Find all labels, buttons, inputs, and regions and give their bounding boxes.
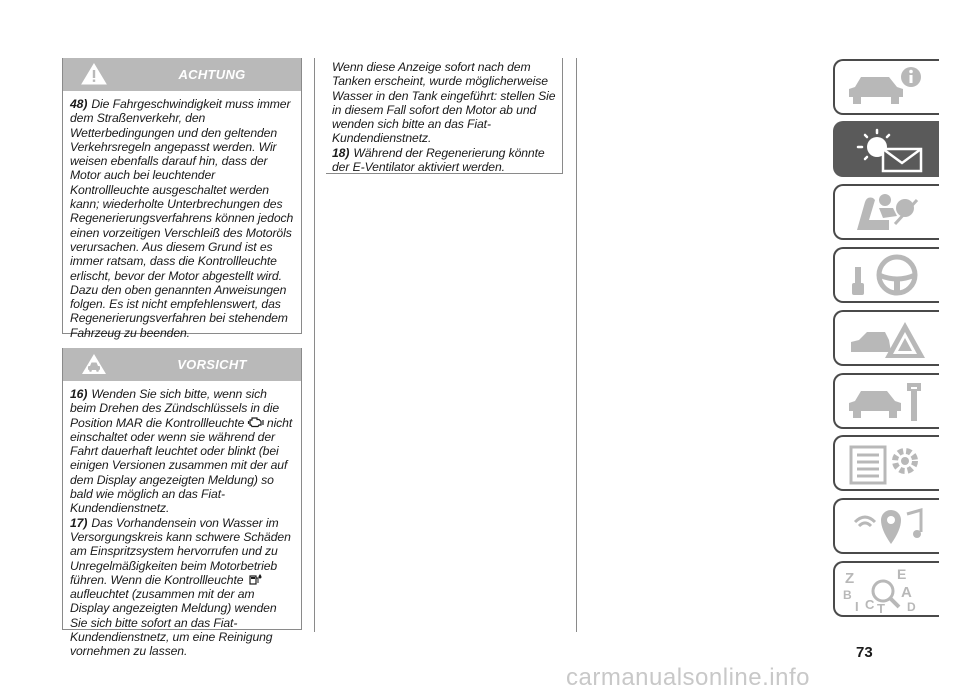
car-info-icon: [845, 65, 929, 111]
note-18: [332, 146, 556, 175]
page-number: 73: [856, 644, 873, 661]
continued-text: Wenn diese Anzeige sofort nach dem Tanken erscheint, wurde möglicherweise Wasser in den Tank eingeführt: stellen Sie in diesem Fall sofort den Motor ab und wenden sich bitte an das Fiat-Kundendienstnetz.: [332, 60, 556, 146]
chapter-tab-emergency[interactable]: [833, 310, 939, 366]
multimedia-nav-icon: [845, 504, 929, 550]
chapter-tab-safety[interactable]: [833, 184, 939, 240]
caution-box-header: [63, 348, 301, 381]
index-letter-d: D: [907, 600, 916, 614]
note-17: [70, 516, 295, 659]
index-letter-i: I: [855, 599, 859, 614]
warning-box: [62, 58, 302, 340]
note-18-number: 18): [332, 145, 350, 160]
index-letter-t: T: [877, 601, 885, 616]
index-letter-b: B: [843, 588, 852, 602]
note-16: [70, 387, 295, 516]
continued-caution-box: [326, 58, 563, 174]
note-17-number: 17): [70, 515, 88, 530]
note-48-number: 48): [70, 97, 88, 111]
alphabet-index-icon: [843, 566, 929, 616]
chapter-tab-maintenance[interactable]: [833, 373, 939, 429]
chapter-tab-multimedia[interactable]: [833, 498, 939, 554]
water-in-fuel-icon: [247, 573, 263, 585]
chapter-tab-index[interactable]: [833, 561, 939, 617]
key-steering-wheel-icon: [845, 253, 929, 299]
chapter-tab-technical-data[interactable]: [833, 435, 939, 491]
note-48: [70, 97, 295, 340]
caution-box: [62, 348, 302, 659]
car-wrench-icon: [845, 379, 929, 425]
crash-warning-triangle-icon: [845, 316, 929, 362]
column-divider-left: [314, 58, 315, 632]
note-17-text-after: aufleuchtet (zusammen mit der am Display angezeigten Meldung) wenden Sie sich bitte sofort an das Fiat-Kundendienstnetz, um eine Reinigung vornehmen zu lassen.: [70, 587, 277, 659]
engine-warning-icon: [248, 416, 264, 428]
caution-box-body: [63, 381, 301, 665]
note-18-text: Während der Regenerierung könnte der E-Ventilator aktiviert werden.: [332, 145, 545, 175]
caution-box-title: VORSICHT: [177, 357, 247, 372]
list-gear-icon: [845, 441, 929, 487]
warning-triangle-icon: [81, 62, 107, 86]
car-caution-icon: [81, 352, 107, 376]
chapter-tab-car-info[interactable]: [833, 59, 939, 115]
chapter-tab-warning-lights[interactable]: [833, 121, 939, 177]
index-letter-a: A: [901, 584, 912, 601]
note-16-number: 16): [70, 387, 88, 401]
watermark: carmanualsonline.info: [566, 664, 810, 691]
index-letter-e: E: [897, 566, 907, 582]
warning-light-envelope-icon: [845, 127, 929, 173]
column-divider-right: [576, 58, 577, 632]
note-48-text: Die Fahrgeschwindigkeit muss immer dem Straßenverkehr, den Wetterbedingungen und den geltenden Verkehrsregeln angepasst werden. Wir weisen ebenfalls darauf hin, dass der Motor auch bei leuchtender Kontrollleuchte ausgeschaltet werden kann; wiederholte Unterbrechungen des Regenerierungsverfahrens können jedoch einen vorzeitigen Verschleiß des Motoröls verursachen. Aus diesem Grund ist es immer ratsam, dass die Kontrollleuchte erlischt, bevor der Motor abgestellt wird. Dazu den oben genannten Anweisungen folgen. Es ist nicht empfehlenswert, das Regenerierungsverfahren bei stehendem Fahrzeug zu beenden.: [70, 97, 294, 340]
warning-box-title: ACHTUNG: [178, 67, 246, 82]
note-16-text-after: nicht einschaltet oder wenn sie während der Fahrt dauerhaft leuchtet oder blinkt (bei einigen Versionen zusammen mit der auf dem Display angezeigten Meldung) so bald wie möglich an das Fiat-Kundendienstnetz.: [70, 415, 293, 516]
index-letter-z: Z: [845, 570, 855, 587]
warning-box-body: [63, 91, 301, 346]
note-17-text-before: Das Vorhandensein von Wasser im Versorgungskreis kann schwere Schäden am Einspritzsystem hervorrufen und zu Unregelmäßigkeiten beim Motorbetrieb führen. Wenn die Kontrollleuchte: [70, 515, 291, 587]
airbag-seat-icon: [845, 190, 929, 236]
warning-box-header: [63, 58, 301, 91]
index-letter-c: C: [865, 597, 875, 612]
chapter-tab-starting-driving[interactable]: [833, 247, 939, 303]
note-16-text-before: Wenden Sie sich bitte, wenn sich beim Drehen des Zündschlüssels in die Position MAR die Kontrollleuchte: [70, 387, 280, 430]
